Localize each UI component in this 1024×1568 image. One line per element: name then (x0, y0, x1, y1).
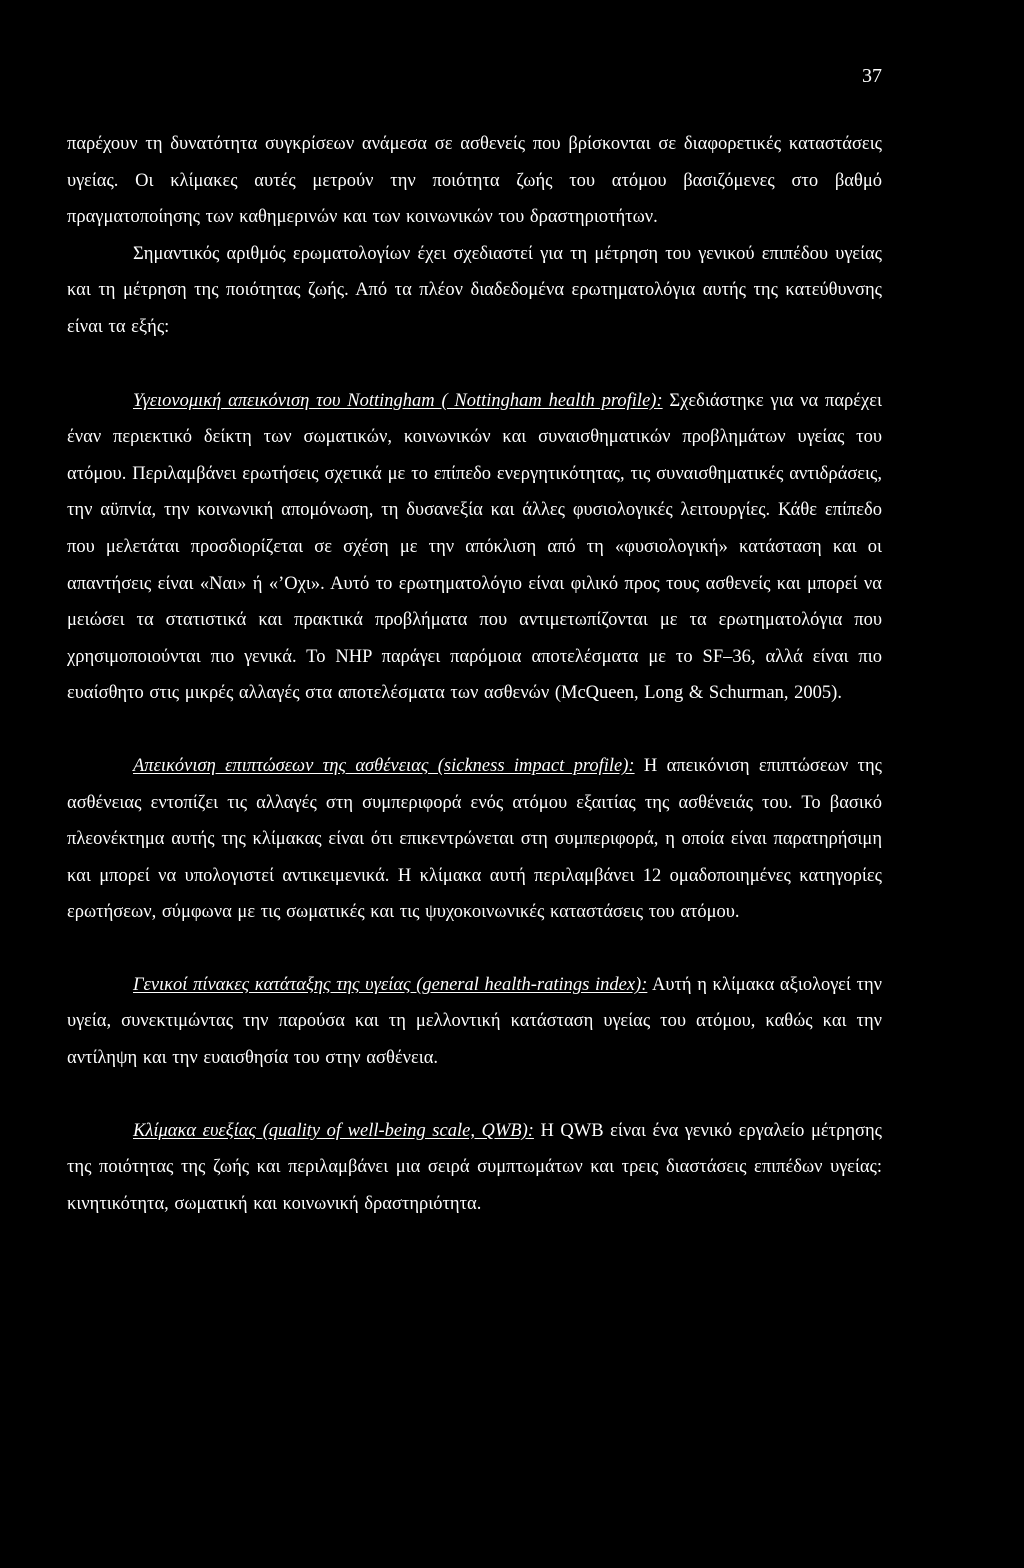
paragraph-questionnaires-intro (67, 236, 882, 346)
paragraph-text: Σημαντικός αριθμός ερωματολογίων έχει σχεδιαστεί για τη μέτρηση του γενικού επιπέδου υγείας και τη μέτρηση της ποιότητας ζωής. Από τα πλέον διαδεδομένα ερωτηματολόγια αυτής της κατεύθυνσης είναι τα εξής: (67, 243, 882, 337)
paragraph-general-health-ratings-index (67, 967, 882, 1077)
paragraph-text: Αυτή η κλίμακα αξιολογεί την υγεία, συνεκτιμώντας την παρούσα και τη μελλοντική κατάσταση υγείας του ατόμου, καθώς και την αντίληψη και την ευαισθησία του στην ασθένεια. (67, 974, 883, 1069)
document-body (67, 126, 882, 1222)
paragraph-text: Η QWB είναι ένα γενικό εργαλείο μέτρησης της ποιότητας της ζωής και περιλαμβάνει μια σειρά συμπτωμάτων και τρεις διαστάσεις επιπέδων υγείας: κινητικότητα, σωματική και κοινωνική δραστηριότητα. (67, 1120, 882, 1214)
paragraph-text: παρέχουν τη δυνατότητα συγκρίσεων ανάμεσα σε ασθενείς που βρίσκονται σε διαφορετικές καταστάσεις υγείας. Οι κλίμακες αυτές μετρούν την ποιότητα ζωής του ατόμου βασιζόμενες στο βαθμό πραγματοποίησης των καθημερινών και των κοινωνικών του δραστηριοτήτων. (67, 134, 882, 228)
page-number: 37 (862, 65, 882, 87)
definition-term: Απεικόνιση επιπτώσεων της ασθένειας (sickness impact profile): (133, 755, 635, 776)
paragraph-nottingham-health-profile (67, 383, 882, 712)
paragraph-comparisons (67, 126, 882, 236)
definition-term: Κλίμακα ευεξίας (quality of well-being scale, QWB): (133, 1120, 534, 1141)
definition-term: Γενικοί πίνακες κατάταξης της υγείας (general health-ratings index): (133, 974, 648, 995)
paragraph-quality-of-well-being-scale (67, 1113, 882, 1223)
paragraph-text: Η απεικόνιση επιπτώσεων της ασθένειας εντοπίζει τις αλλαγές στη συμπεριφορά ενός ατόμου εξαιτίας της ασθένειάς του. Το βασικό πλεονέκτημα αυτής της κλίμακας είναι ότι επικεντρώνεται στη συμπεριφορά, η οποία είναι παρατηρήσιμη και μπορεί να υπολογιστεί αντικειμενικά. Η κλίμακα αυτή περιλαμβάνει 12 ομαδοποιημένες κατηγορίες ερωτήσεων, σύμφωνα με τις σωματικές και τις ψυχοκοινωνικές καταστάσεις του ατόμου. (67, 755, 882, 923)
definition-term: Υγειονομική απεικόνιση του Nottingham ( Nottingham health profile): (133, 390, 663, 411)
paragraph-sickness-impact-profile (67, 748, 882, 931)
paragraph-text: Σχεδιάστηκε για να παρέχει έναν περιεκτικό δείκτη των σωματικών, κοινωνικών και συναισθηματικών προβλημάτων υγείας του ατόμου. Περιλαμβάνει ερωτήσεις σχετικά με το επίπεδο ενεργητικότητας, τις συναισθηματικές αντιδράσεις, την αϋπνία, την κοινωνική απομόνωση, τη δυσανεξία και άλλες φυσιολογικές λειτουργίες. Κάθε επίπεδο που μελετάται προσδιορίζεται σε σχέση με την απόκλιση από τη «φυσιολογική» κατάσταση και οι απαντήσεις είναι «Ναι» ή «’Οχι». Αυτό το ερωτηματολόγιο είναι φιλικό προς τους ασθενείς και μπορεί να μειώσει τα στατιστικά και πρακτικά προβλήματα που αντιμετωπίζονται με τα ερωτηματολόγια που χρησιμοποιούνται πιο γενικά. Το NHP παράγει παρόμοια αποτελέσματα με το SF–36, αλλά είναι πιο ευαίσθητο στις μικρές αλλαγές στα αποτελέσματα των ασθενών (McQueen, Long & Schurman, 2005). (67, 390, 883, 704)
